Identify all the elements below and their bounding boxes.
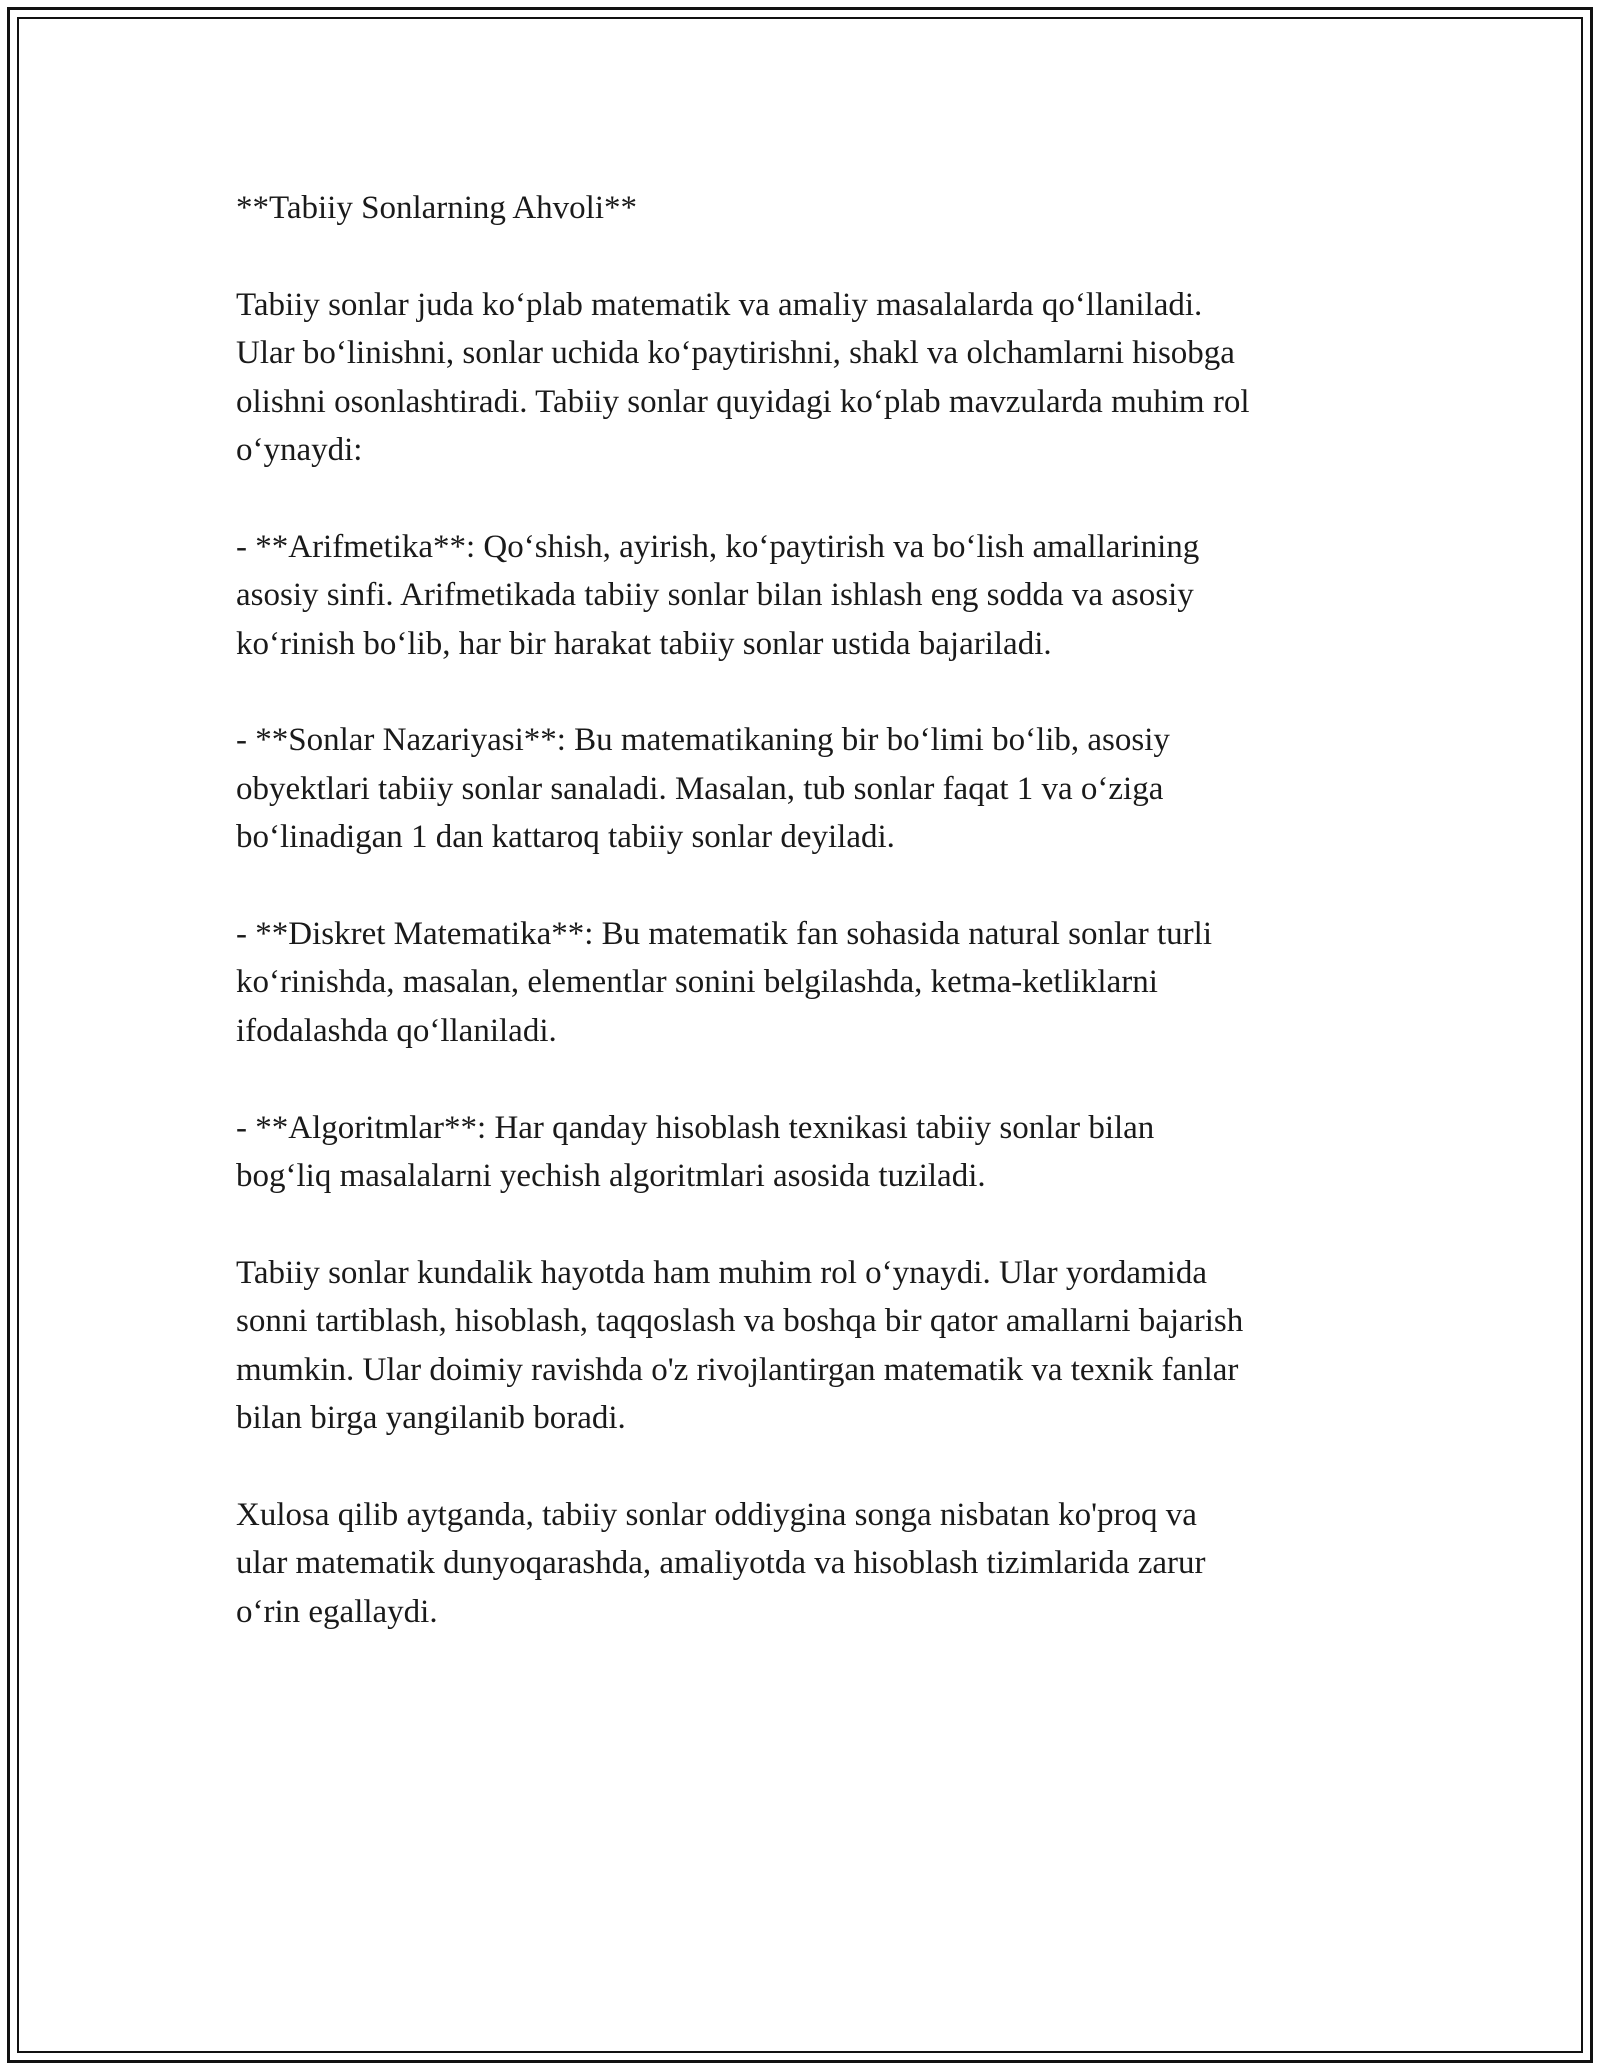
list-item-sonlar-nazariyasi: - **Sonlar Nazariyasi**: Bu matematikaning bir bo‘limi bo‘lib, asosiy obyektlari tabiiy sonlar sanaladi. Masalan, tub sonlar faqat 1 va o‘ziga bo‘linadigan 1 dan kattaroq tabiiy sonlar deyiladi. (236, 722, 1170, 856)
document-body (236, 184, 1396, 1684)
list-item-diskret-matematika: - **Diskret Matematika**: Bu matematik fan sohasida natural sonlar turli ko‘rinishda, masalan, elementlar sonini belgilashda, ketma-ketliklarni ifodalashda qo‘llaniladi. (236, 916, 1212, 1049)
list-item-arifmetika: - **Arifmetika**: Qo‘shish, ayirish, ko‘paytirish va bo‘lish amallarining asosiy sinfi. Arifmetikada tabiiy sonlar bilan ishlash eng sodda va asosiy ko‘rinish bo‘lib, har bir harakat tabiiy sonlar ustida bajariladi. (236, 528, 1200, 662)
document-title: **Tabiiy Sonlarning Ahvoli** (236, 190, 638, 226)
list-item-algoritmlar: - **Algoritmlar**: Har qanday hisoblash texnikasi tabiiy sonlar bilan bog‘liq masalalarni yechish algoritmlari asosida tuziladi. (236, 1109, 1155, 1195)
intro-paragraph: Tabiiy sonlar juda ko‘plab matematik va amaliy masalalarda qo‘llaniladi. Ular bo‘linishni, sonlar uchida ko‘paytirishni, shakl va olchamlarni hisobga olishni osonlashtiradi. Tabiiy sonlar quyidagi ko‘plab mavzularda muhim rol o‘ynaydi: (236, 286, 1250, 469)
conclusion-paragraph: Xulosa qilib aytganda, tabiiy sonlar oddiygina songa nisbatan ko'proq va ular matematik dunyoqarashda, amaliyotda va hisoblash tizimlarida zarur o‘rin egallaydi. (236, 1496, 1206, 1630)
daily-life-paragraph: Tabiiy sonlar kundalik hayotda ham muhim rol o‘ynaydi. Ular yordamida sonni tartiblash, hisoblash, taqqoslash va boshqa bir qator amallarni bajarish mumkin. Ular doimiy ravishda o'z rivojlantirgan matematik va texnik fanlar bilan birga yangilanib boradi. (236, 1254, 1244, 1437)
